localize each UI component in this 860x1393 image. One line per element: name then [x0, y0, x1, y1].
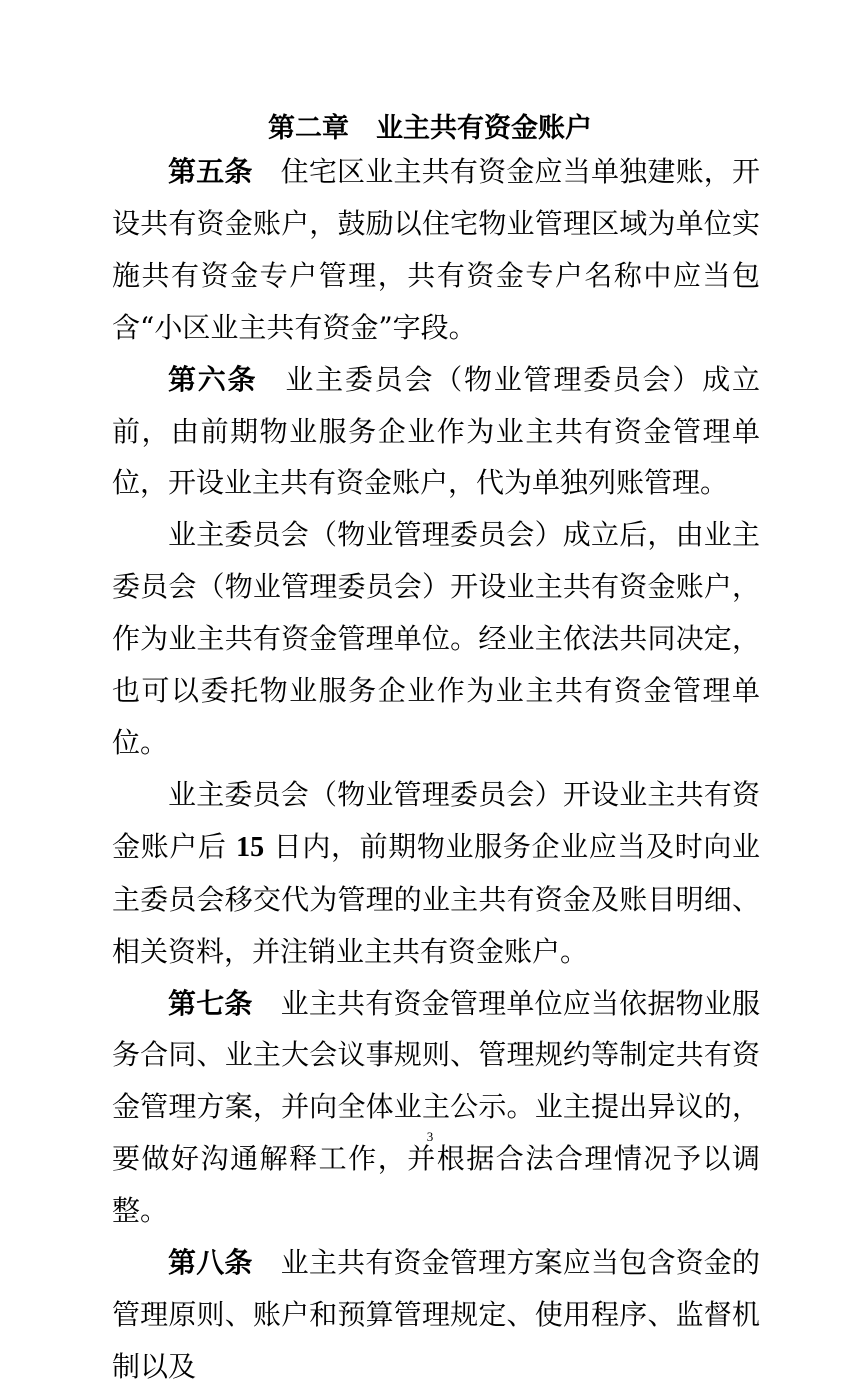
paragraph-article-6-part-3 [112, 769, 760, 978]
article-label: 第六条 [168, 362, 258, 396]
article-label: 第五条 [168, 155, 253, 188]
chapter-title: 第二章 业主共有资金账户 [268, 113, 592, 144]
paragraph-text: 住宅区业主共有资金应当单独建账，开设共有资金账户，鼓励以住宅物业管理区域为单位实施共有资金专户管理，共有资金专户名称中应当包含“小区业主共有资金”字段。 [112, 155, 760, 344]
paragraph-text: 业主委员会（物业管理委员会）开设业主共有资金账户后 [112, 777, 760, 863]
paragraph-text: 日内，前期物业服务企业应当及时向业主委员会移交代为管理的业主共有资金及账目明细、相关资料，并注销业主共有资金账户。 [112, 829, 760, 968]
paragraph-article-5 [112, 146, 760, 354]
days-number: 15 [236, 831, 265, 863]
article-label: 第八条 [168, 1246, 253, 1280]
paragraph-text: 业主委员会（物业管理委员会）成立前，由前期物业服务企业作为业主共有资金管理单位，开设业主共有资金账户，代为单独列账管理。 [112, 362, 760, 500]
paragraph-article-7 [112, 978, 760, 1238]
body-text [112, 146, 760, 1393]
paragraph-text: 业主委员会（物业管理委员会）成立后，由业主委员会（物业管理委员会）开设业主共有资金账户，作为业主共有资金管理单位。经业主依法共同决定，也可以委托物业服务企业作为业主共有资金管理单位。 [112, 518, 760, 759]
paragraph-article-8 [112, 1237, 760, 1393]
article-label: 第七条 [168, 986, 253, 1020]
paragraph-article-6-part-2 [112, 509, 760, 769]
paragraph-article-6 [112, 354, 760, 510]
paragraph-text: 业主共有资金管理单位应当依据物业服务合同、业主大会议事规则、管理规约等制定共有资金管理方案，并向全体业主公示。业主提出异议的，要做好沟通解释工作，并根据合法合理情况予以调整。 [112, 986, 760, 1228]
page-number: 3 [426, 1129, 434, 1144]
paragraph-text: 业主共有资金管理方案应当包含资金的管理原则、账户和预算管理规定、使用程序、监督机制以及 [112, 1246, 760, 1383]
